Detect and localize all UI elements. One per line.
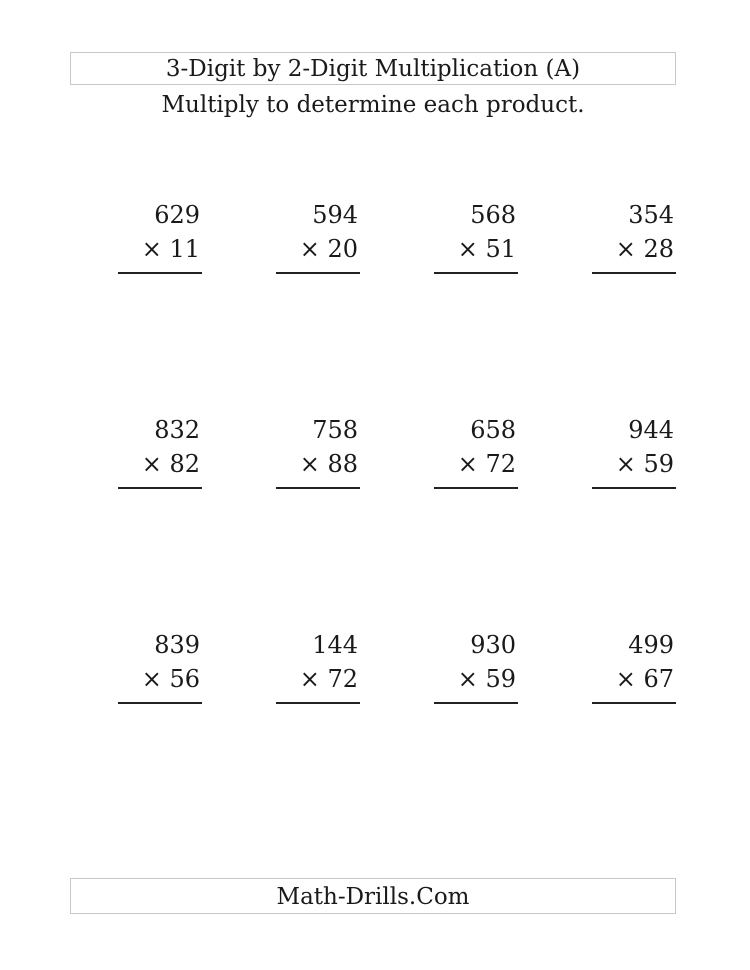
problem-10 bbox=[276, 630, 360, 710]
footer-box bbox=[70, 878, 676, 914]
problem-2 bbox=[276, 200, 360, 280]
multiplicand: 354 bbox=[628, 201, 674, 229]
multiplicand: 658 bbox=[470, 416, 516, 444]
multiplier: × 67 bbox=[615, 665, 674, 693]
multiplier: × 51 bbox=[457, 235, 516, 263]
answer-line bbox=[434, 487, 518, 489]
multiplier: × 72 bbox=[299, 665, 358, 693]
multiplicand: 832 bbox=[154, 416, 200, 444]
worksheet-title: 3-Digit by 2-Digit Multiplication (A) bbox=[165, 56, 581, 82]
answer-line bbox=[118, 487, 202, 489]
worksheet-instructions: Multiply to determine each product. bbox=[161, 92, 585, 118]
problem-3 bbox=[434, 200, 518, 280]
problem-11 bbox=[434, 630, 518, 710]
answer-line bbox=[592, 702, 676, 704]
problem-5 bbox=[118, 415, 202, 495]
answer-line bbox=[434, 272, 518, 274]
multiplicand: 944 bbox=[628, 416, 674, 444]
problem-12 bbox=[592, 630, 676, 710]
problem-6 bbox=[276, 415, 360, 495]
answer-line bbox=[434, 702, 518, 704]
answer-line bbox=[276, 702, 360, 704]
footer-site-name: Math-Drills.Com bbox=[276, 884, 470, 910]
answer-line bbox=[276, 487, 360, 489]
answer-line bbox=[592, 272, 676, 274]
multiplier: × 72 bbox=[457, 450, 516, 478]
multiplier: × 82 bbox=[141, 450, 200, 478]
multiplicand: 930 bbox=[470, 631, 516, 659]
multiplier: × 88 bbox=[299, 450, 358, 478]
multiplier: × 28 bbox=[615, 235, 674, 263]
multiplicand: 758 bbox=[312, 416, 358, 444]
multiplicand: 499 bbox=[628, 631, 674, 659]
problem-9 bbox=[118, 630, 202, 710]
problem-1 bbox=[118, 200, 202, 280]
answer-line bbox=[276, 272, 360, 274]
multiplicand: 839 bbox=[154, 631, 200, 659]
multiplicand: 594 bbox=[312, 201, 358, 229]
answer-line bbox=[118, 272, 202, 274]
answer-line bbox=[592, 487, 676, 489]
problem-8 bbox=[592, 415, 676, 495]
problem-4 bbox=[592, 200, 676, 280]
multiplier: × 59 bbox=[615, 450, 674, 478]
problem-7 bbox=[434, 415, 518, 495]
multiplier: × 11 bbox=[141, 235, 200, 263]
multiplicand: 629 bbox=[154, 201, 200, 229]
title-box bbox=[70, 52, 676, 85]
answer-line bbox=[118, 702, 202, 704]
multiplier: × 59 bbox=[457, 665, 516, 693]
multiplicand: 568 bbox=[470, 201, 516, 229]
multiplicand: 144 bbox=[312, 631, 358, 659]
multiplier: × 56 bbox=[141, 665, 200, 693]
multiplier: × 20 bbox=[299, 235, 358, 263]
